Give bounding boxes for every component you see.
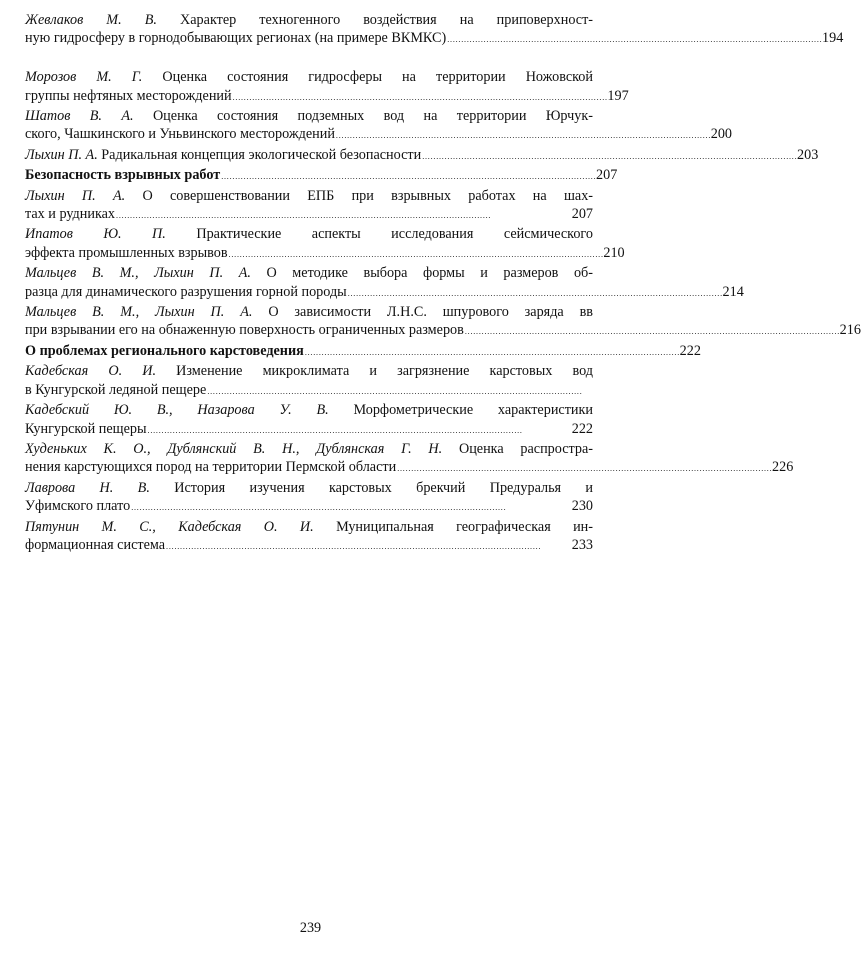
entry-author: Лыхин П. А. (25, 187, 126, 204)
leader-dots (221, 166, 595, 186)
entry-title: Характер техногенного воздействия на приповерхност- (180, 12, 593, 28)
entry-title (25, 146, 421, 164)
entry-title-cont: в Кунгурской ледяной пещере (25, 381, 207, 398)
entry-author: Лыхин П. А. (25, 146, 98, 163)
leader-dots (397, 458, 771, 478)
toc-entry (25, 440, 794, 479)
entry-title-cont: тах и рудниках (25, 206, 116, 223)
entry-title: Оценка состояния подземных вод на территории Юрчук- (152, 108, 593, 125)
entry-page: 207 (596, 167, 618, 184)
entry-first-line (25, 303, 593, 321)
entry-first-line (25, 107, 593, 125)
entry-title-cont: нения карстующихся пород на территории Пермской области (25, 459, 397, 476)
leader-dots (305, 342, 679, 362)
entry-title: О зависимости Л.Н.С. шпурового заряда вв (268, 304, 593, 321)
entry-author: Кадебская О. И. (25, 363, 157, 380)
entry-title-cont: разца для динамического разрушения горной породы (25, 283, 347, 300)
entry-author: Мальцев В. М., Лыхин П. А. (25, 265, 251, 282)
entry-last-line (25, 458, 794, 478)
entry-title: Оценка состояния гидросферы на территории Ножовской (162, 69, 593, 86)
section-line (25, 166, 618, 186)
leader-dots (422, 146, 796, 166)
entry-author: Шатов В. А. (25, 108, 134, 125)
entry-page: 222 (571, 420, 593, 437)
leader-dots (348, 283, 722, 303)
entry-author: Жевлаков М. В. (25, 12, 157, 28)
entry-page: 230 (571, 498, 593, 515)
entry-last-line (25, 87, 629, 107)
entry-last-line (25, 146, 819, 166)
toc-entry (25, 303, 861, 342)
entry-title: Практические аспекты исследования сейсмического (196, 226, 593, 243)
leader-dots (148, 420, 571, 440)
leader-dots (336, 125, 710, 145)
toc-section (25, 342, 701, 362)
leader-dots (207, 381, 592, 401)
entry-title-cont: Уфимского плато (25, 498, 131, 515)
section-title: О проблемах регионального карстоведения (25, 342, 304, 359)
entry-author: Лаврова Н. В. (25, 479, 150, 496)
entry-last-line (25, 283, 744, 303)
toc-entry (25, 401, 593, 440)
entry-author: Ипатов Ю. П. (25, 226, 166, 243)
entry-last-line (25, 536, 593, 556)
entry-last-line (25, 244, 625, 264)
entry-title: О совершенствовании ЕПБ при взрывных работах на шах- (142, 187, 594, 204)
toc-entry (25, 479, 593, 518)
entry-title: История изучения карстовых брекчий Предуралья и (174, 479, 594, 496)
entry-title-cont: эффекта промышленных взрывов (25, 244, 228, 261)
toc-section (25, 166, 618, 186)
entry-last-line (25, 381, 593, 401)
leader-dots (131, 497, 571, 517)
entry-title: О методике выбора формы и размеров об- (266, 265, 593, 282)
toc-entry (25, 11, 844, 50)
leader-dots (447, 29, 821, 49)
entry-author: Кадебский Ю. В., Назарова У. В. (25, 402, 329, 419)
toc-entry (25, 146, 819, 166)
entry-title-cont: ную гидросферу в горнодобывающих регионах (на примере ВКМКС) (25, 30, 447, 47)
entry-title: Изменение микроклимата и загрязнение карстовых вод (176, 363, 593, 380)
toc-entry (25, 107, 733, 146)
entry-title: Оценка распростра- (458, 440, 594, 457)
toc-entry (25, 518, 593, 557)
entry-first-line (25, 11, 593, 29)
entry-page: 222 (679, 342, 701, 359)
entry-title-cont: группы нефтяных месторождений (25, 87, 232, 104)
entry-page: 194 (822, 30, 844, 47)
entry-last-line (25, 420, 593, 440)
entry-last-line (25, 497, 593, 517)
entry-first-line (25, 187, 593, 205)
entry-first-line (25, 264, 593, 282)
leader-dots (229, 244, 603, 264)
toc-entry (25, 264, 744, 303)
entry-first-line (25, 518, 593, 536)
entry-title: Муниципальная географическая ин- (336, 518, 593, 535)
entry-page: 210 (603, 244, 625, 261)
entry-first-line (25, 362, 593, 380)
entry-first-line (25, 68, 593, 86)
entry-first-line (25, 225, 593, 243)
table-of-contents (25, 11, 861, 556)
entry-first-line (25, 440, 593, 458)
entry-title-cont: ского, Чашкинского и Уньвинского месторождений (25, 126, 335, 143)
toc-entry (25, 225, 625, 264)
entry-author: Морозов М. Г. (25, 69, 143, 86)
entry-title-text: Радикальная концепция экологической безопасности (101, 146, 422, 163)
section-line (25, 342, 701, 362)
entry-first-line (25, 401, 593, 419)
entry-title-cont: формационная система (25, 536, 166, 553)
entry-page: 226 (772, 459, 794, 476)
leader-dots (166, 536, 571, 556)
entry-title: Морфометрические характеристики (353, 402, 593, 419)
entry-title-cont: при взрывании его на обнаженную поверхность ограниченных размеров (25, 322, 464, 339)
entry-last-line (25, 321, 861, 341)
toc-entry (25, 362, 593, 401)
entry-last-line (25, 29, 844, 49)
entry-page: 207 (571, 206, 593, 223)
entry-page: 200 (710, 126, 733, 143)
entry-author: Худеньких К. О., Дублянский В. Н., Дублянская Г. Н. (25, 440, 443, 457)
entry-page: 197 (607, 87, 629, 104)
leader-dots (116, 205, 571, 225)
entry-first-line (25, 479, 593, 497)
leader-dots (233, 87, 607, 107)
section-title: Безопасность взрывных работ (25, 167, 221, 184)
entry-page: 216 (839, 322, 861, 339)
entry-page: 233 (571, 536, 593, 553)
leader-dots (465, 321, 839, 341)
page-number: 239 (299, 920, 322, 936)
entry-last-line (25, 205, 593, 225)
spacer (25, 50, 593, 68)
entry-last-line (25, 125, 733, 145)
entry-page: 203 (797, 146, 819, 163)
entry-author: Пятунин М. С., Кадебская О. И. (25, 518, 314, 535)
toc-entry (25, 68, 629, 107)
entry-page: 214 (722, 283, 744, 300)
toc-entry (25, 187, 593, 226)
entry-author: Мальцев В. М., Лыхин П. А. (25, 304, 253, 321)
entry-title-cont: Кунгурской пещеры (25, 420, 147, 437)
